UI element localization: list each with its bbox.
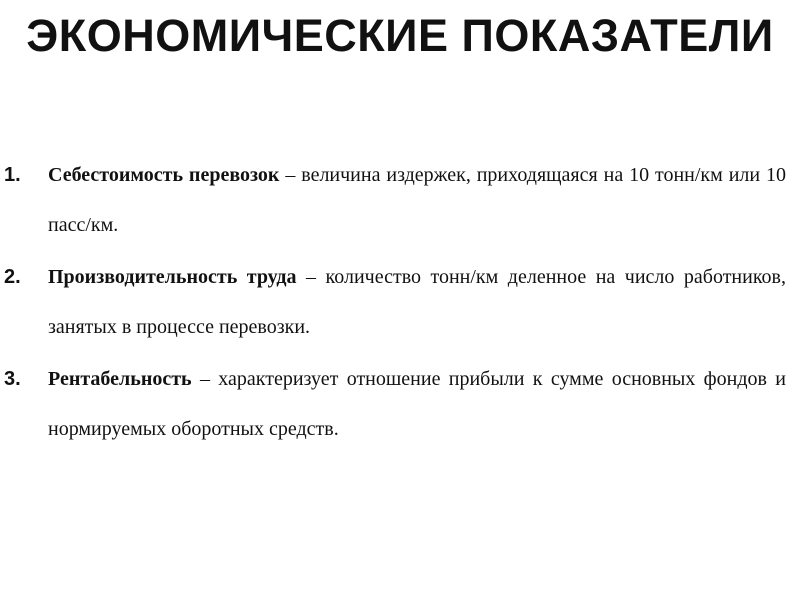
item-term: Рентабельность bbox=[48, 368, 192, 390]
item-number: 2. bbox=[4, 266, 21, 288]
item-definition: – величина издержек, приходящаяся на 10 тонн/км или 10 пасс/км. bbox=[48, 164, 786, 236]
indicator-list bbox=[0, 150, 800, 456]
item-text bbox=[48, 252, 786, 352]
list-item bbox=[0, 252, 800, 352]
item-term: Себестоимость перевозок bbox=[48, 164, 280, 186]
item-text bbox=[48, 354, 786, 454]
item-text bbox=[48, 150, 786, 250]
item-number: 1. bbox=[4, 164, 21, 186]
item-number: 3. bbox=[4, 368, 21, 390]
item-term: Производительность труда bbox=[48, 266, 297, 288]
list-item bbox=[0, 354, 800, 454]
slide-title: ЭКОНОМИЧЕСКИЕ ПОКАЗАТЕЛИ bbox=[26, 10, 774, 61]
item-definition: – характеризует отношение прибыли к сумме основных фондов и нормируемых оборотных средств. bbox=[48, 368, 786, 440]
item-definition: – количество тонн/км деленное на число работников, занятых в процессе перевозки. bbox=[48, 266, 786, 338]
list-item bbox=[0, 150, 800, 250]
